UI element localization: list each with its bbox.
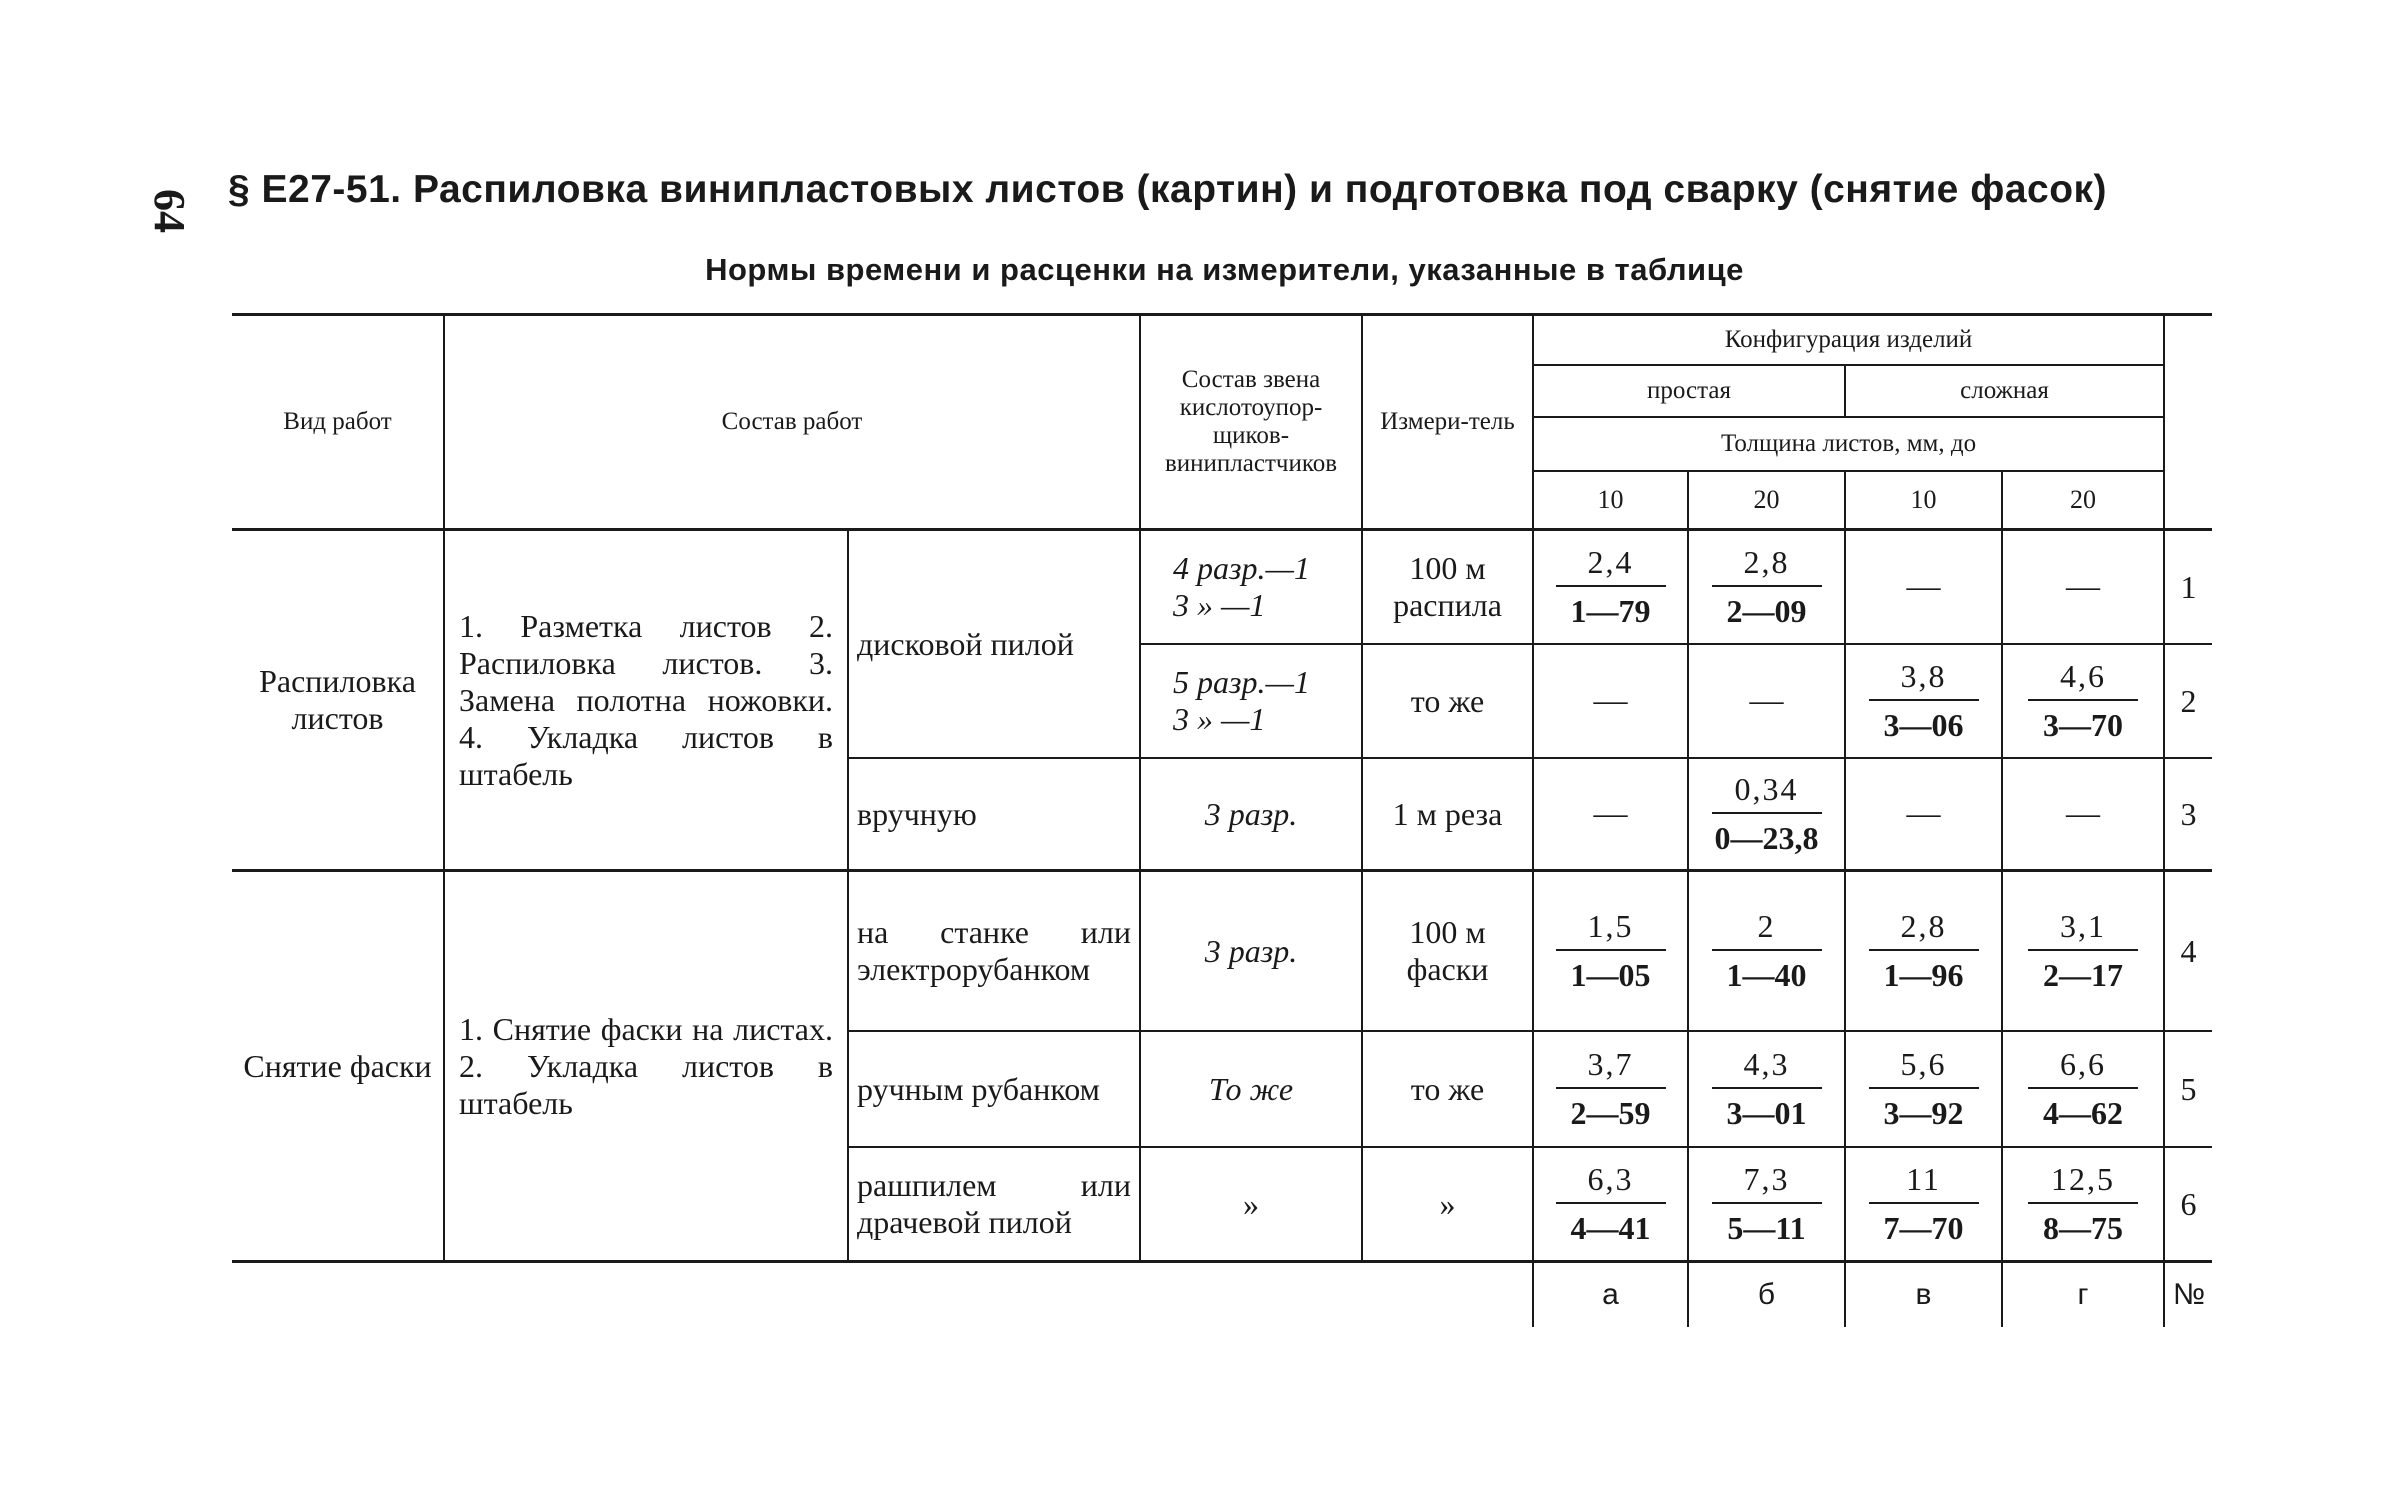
footer-blank	[444, 1262, 1140, 1328]
method-hand-plane: ручным рубанком	[848, 1031, 1140, 1147]
norm-fraction	[1556, 1046, 1666, 1132]
norm-fraction	[1869, 908, 1979, 994]
crew-line: 3 » —1	[1173, 587, 1266, 623]
rate: 1—79	[1570, 593, 1651, 629]
norm-time: 2,8	[1869, 908, 1979, 951]
header-complex: сложная	[1845, 365, 2164, 417]
row-number: 3	[2164, 758, 2212, 871]
work-content-chamfering: 1. Снятие фаски на листах. 2. Укладка листов в штабель	[444, 871, 848, 1262]
footer-column-g: г	[2002, 1262, 2164, 1328]
norm-time: 3,7	[1556, 1046, 1666, 1089]
crew-cell	[1140, 871, 1362, 1032]
norm-fraction	[1556, 544, 1666, 630]
norm-time: 2,4	[1556, 544, 1666, 587]
norm-time: 0,34	[1712, 771, 1822, 814]
crew-line: »	[1243, 1185, 1259, 1222]
crew-cell	[1140, 530, 1362, 645]
norm-fraction	[1869, 1046, 1979, 1132]
value-cell	[2002, 1147, 2164, 1262]
norm-fraction	[2028, 658, 2138, 744]
value-cell	[2002, 871, 2164, 1032]
rate: 2—59	[1570, 1095, 1651, 1131]
rate: 3—92	[1883, 1095, 1964, 1131]
unit-cell: то же	[1362, 644, 1533, 758]
norm-fraction	[1869, 1161, 1979, 1247]
norms-table	[232, 313, 2212, 1327]
crew-cell	[1140, 1031, 1362, 1147]
norm-time: 4,3	[1712, 1046, 1822, 1089]
rate: 4—62	[2043, 1095, 2124, 1131]
footer-row-number-label: №	[2164, 1262, 2212, 1328]
norm-time: 6,3	[1556, 1161, 1666, 1204]
rate: 5—11	[1727, 1210, 1806, 1246]
footer-column-b: б	[1688, 1262, 1845, 1328]
rate: 2—09	[1726, 593, 1807, 629]
crew-line: То же	[1208, 1070, 1294, 1107]
norm-fraction	[1556, 1161, 1666, 1247]
rate: 7—70	[1883, 1210, 1964, 1246]
value-dash: —	[1533, 758, 1688, 871]
value-cell	[2002, 644, 2164, 758]
value-cell	[1688, 1031, 1845, 1147]
method-disk-saw: дисковой пилой	[848, 530, 1140, 759]
value-cell	[1533, 871, 1688, 1032]
footer-blank	[1362, 1262, 1533, 1328]
rate: 3—06	[1883, 707, 1964, 743]
value-dash: —	[1845, 758, 2002, 871]
norm-fraction	[1556, 908, 1666, 994]
rate: 4—41	[1570, 1210, 1651, 1246]
header-thickness-complex-10: 10	[1845, 471, 2002, 530]
value-dash: —	[1845, 530, 2002, 645]
norm-time: 7,3	[1712, 1161, 1822, 1204]
value-dash: —	[1533, 644, 1688, 758]
value-dash: —	[1688, 644, 1845, 758]
norm-time: 12,5	[2028, 1161, 2138, 1204]
work-content-sawing: 1. Разметка листов 2. Распиловка листов. 3. Замена полотна ножовки. 4. Укладка листов в штабель	[444, 530, 848, 871]
value-cell	[1688, 871, 1845, 1032]
value-dash: —	[2002, 530, 2164, 645]
method-manual: вручную	[848, 758, 1140, 871]
norm-fraction	[1712, 771, 1822, 857]
norm-time: 5,6	[1869, 1046, 1979, 1089]
unit-cell: »	[1362, 1147, 1533, 1262]
footer-column-a: а	[1533, 1262, 1688, 1328]
norm-time: 3,8	[1869, 658, 1979, 701]
row-number: 5	[2164, 1031, 2212, 1147]
crew-line: 4 разр.—1	[1173, 550, 1310, 586]
footer-column-v: в	[1845, 1262, 2002, 1328]
value-cell	[1845, 644, 2002, 758]
unit-cell: 100 м фаски	[1362, 871, 1533, 1032]
rate: 1—05	[1570, 957, 1651, 993]
section-title: § E27-51. Распиловка винипластовых листов (картин) и подготовка под сварку (снятие фасок)	[228, 168, 2108, 211]
header-thickness: Толщина листов, мм, до	[1533, 417, 2164, 471]
work-type-chamfering: Снятие фаски	[232, 871, 444, 1262]
row-number: 4	[2164, 871, 2212, 1032]
crew-cell	[1140, 644, 1362, 758]
rate: 3—01	[1726, 1095, 1807, 1131]
footer-blank	[1140, 1262, 1362, 1328]
crew-cell	[1140, 1147, 1362, 1262]
header-work-content: Состав работ	[444, 315, 1140, 530]
rate: 1—96	[1883, 957, 1964, 993]
norm-time: 3,1	[2028, 908, 2138, 951]
rate: 2—17	[2043, 957, 2124, 993]
method-machine: на станке или электрорубанком	[848, 871, 1140, 1032]
crew-line: 3 » —1	[1173, 701, 1266, 737]
value-cell	[1688, 530, 1845, 645]
crew-line: 3 разр.	[1204, 932, 1298, 969]
value-cell	[1533, 1031, 1688, 1147]
value-cell	[1533, 530, 1688, 645]
norm-time: 2	[1712, 908, 1822, 951]
value-cell	[1533, 1147, 1688, 1262]
page-number: 64	[145, 189, 194, 233]
crew-line: 3 разр.	[1204, 795, 1298, 832]
norm-time: 1,5	[1556, 908, 1666, 951]
unit-cell: 1 м реза	[1362, 758, 1533, 871]
method-rasp: рашпилем или драчевой пилой	[848, 1147, 1140, 1262]
norm-time: 6,6	[2028, 1046, 2138, 1089]
row-number: 2	[2164, 644, 2212, 758]
crew-cell	[1140, 758, 1362, 871]
unit-cell: то же	[1362, 1031, 1533, 1147]
norm-time: 2,8	[1712, 544, 1822, 587]
norm-fraction	[1712, 908, 1822, 994]
header-thickness-simple-20: 20	[1688, 471, 1845, 530]
norm-fraction	[1712, 544, 1822, 630]
header-row-number-blank	[2164, 315, 2212, 530]
rate: 1—40	[1726, 957, 1807, 993]
unit-cell: 100 м распила	[1362, 530, 1533, 645]
norm-time: 11	[1869, 1161, 1979, 1204]
rate: 0—23,8	[1714, 820, 1819, 856]
row-number: 1	[2164, 530, 2212, 645]
row-number: 6	[2164, 1147, 2212, 1262]
value-dash: —	[2002, 758, 2164, 871]
norm-fraction	[2028, 908, 2138, 994]
norm-fraction	[1712, 1161, 1822, 1247]
header-simple: простая	[1533, 365, 1845, 417]
norm-fraction	[1869, 658, 1979, 744]
work-type-sawing: Распиловка листов	[232, 530, 444, 871]
value-cell	[1845, 1147, 2002, 1262]
crew-line: 5 разр.—1	[1173, 664, 1310, 700]
value-cell	[2002, 1031, 2164, 1147]
rate: 8—75	[2043, 1210, 2124, 1246]
value-cell	[1688, 758, 1845, 871]
norm-time: 4,6	[2028, 658, 2138, 701]
norm-fraction	[1712, 1046, 1822, 1132]
value-cell	[1688, 1147, 1845, 1262]
rate: 3—70	[2043, 707, 2124, 743]
value-cell	[1845, 1031, 2002, 1147]
header-work-type: Вид работ	[232, 315, 444, 530]
header-thickness-complex-20: 20	[2002, 471, 2164, 530]
header-thickness-simple-10: 10	[1533, 471, 1688, 530]
footer-blank	[232, 1262, 444, 1328]
value-cell	[1845, 871, 2002, 1032]
header-crew: Состав звена кислотоупор-щиков-винипластчиков	[1140, 315, 1362, 530]
norm-fraction	[2028, 1046, 2138, 1132]
header-unit: Измери-тель	[1362, 315, 1533, 530]
norm-fraction	[2028, 1161, 2138, 1247]
header-configuration: Конфигурация изделий	[1533, 315, 2164, 366]
table-subtitle: Нормы времени и расценки на измерители, указанные в таблице	[705, 252, 1744, 287]
